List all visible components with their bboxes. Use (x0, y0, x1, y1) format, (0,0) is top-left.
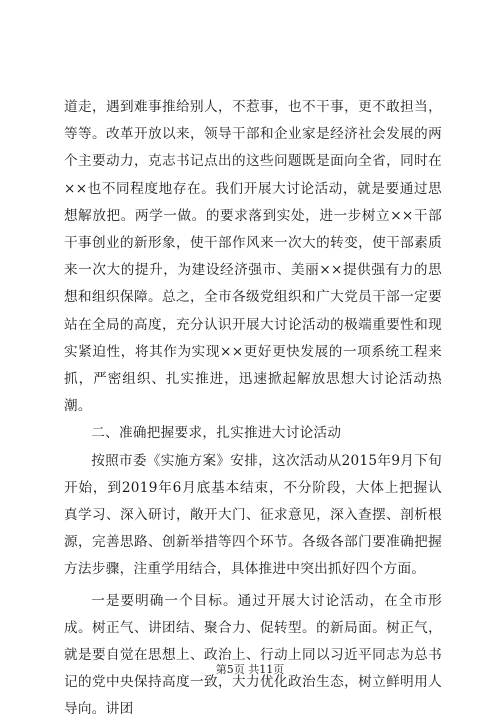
paragraph-schedule: 按照市委《实施方案》安排，这次活动从2015年9月下旬开始，到2019年6月底基本结束，不分阶段，大体上把握认真学习、深入研讨，敞开大门、征求意见，深入查摆、剖析根源，完善思路、创新举措等四个环节。各级各部门要准确把握方法步骤，注重学用结合，具体推进中突出抓好四个方面。 (64, 452, 442, 578)
paragraph-continuation: 道走，遇到难事推给别人，不惹事，也不干事，更不敢担当，等等。改革开放以来，领导干部和企业家是经济社会发展的两个主要动力，克志书记点出的这些问题既是面向全省，同时在××也不同程度地存在。我们开展大讨论活动，就是要通过思想解放把。两学一做。的要求落到实处，进一步树立××干部干事创业的新形象，使干部作风来一次大的转变，使干部素质来一次大的提升，为建设经济强市、美丽××提供强有力的思想和组织保障。总之，全市各级党组织和广大党员干部一定要站在全局的高度，充分认识开展大讨论活动的极端重要性和现实紧迫性，将其作为实现××更好更快发展的一项系统工程来抓，严密组织、扎实推进，迅速掀起解放思想大讨论活动热潮。 (64, 99, 442, 415)
paragraph-goal: 一是要明确一个目标。通过开展大讨论活动，在全市形成。树正气、讲团结、聚合力、促转型。的新局面。树正气，就是要自觉在思想上、政治上、行动上同以习近平同志为总书记的党中央保持高度一致，大力优化政治生态，树立鲜明用人导向。讲团 (64, 592, 442, 718)
page-number-footer: 第5页 共11页 (215, 663, 285, 676)
document-body (64, 94, 442, 724)
section-heading: 二、准确把握要求，扎实推进大讨论活动 (91, 425, 342, 442)
